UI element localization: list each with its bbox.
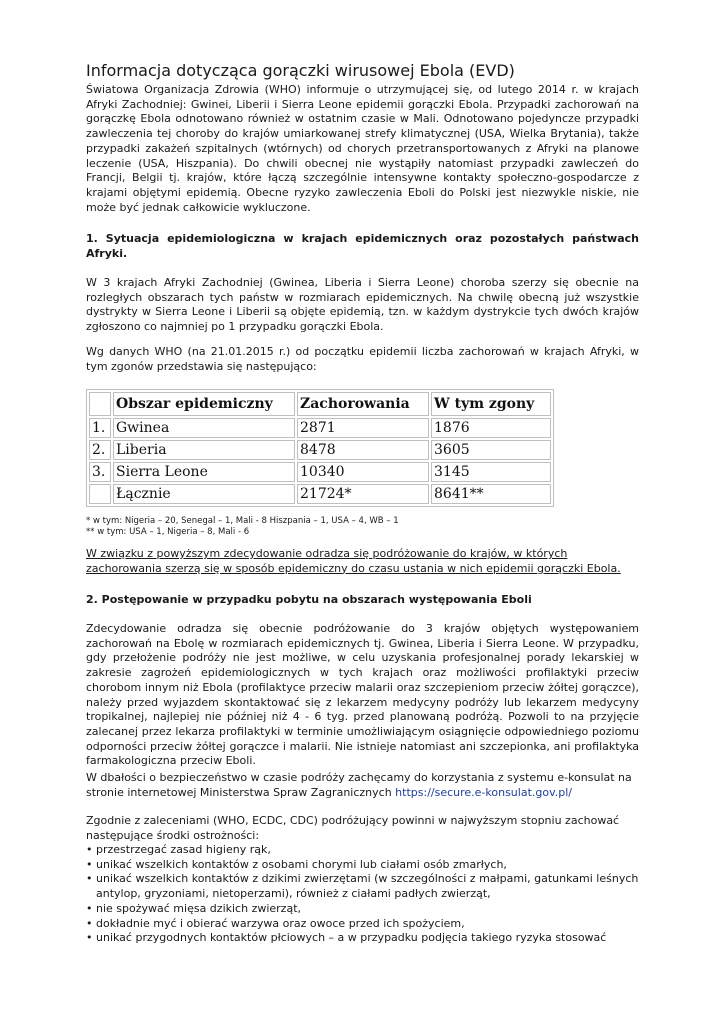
section-2-paragraph-3: Zgodnie z zaleceniami (WHO, ECDC, CDC) podróżujący powinni w najwyższym stopniu zachować następujące środki ostrożności: — [86, 814, 620, 842]
e-konsulat-text: W dbałości o bezpieczeństwo w czasie podróży zachęcamy do korzystania z systemu e-konsulat na stronie internetowej Ministerstwa Spraw Zagranicznych — [86, 771, 632, 799]
table-cell: Liberia — [113, 440, 295, 460]
table-cell: 8641** — [431, 484, 551, 504]
travel-recommendation: W związku z powyższym zdecydowanie odradza się podróżowanie do krajów, w których zachorowania szerzą się w sposób epidemiczny do czasu ustania w nich epidemii gorączki Ebola. — [86, 547, 621, 575]
section-1-heading: 1. Sytuacja epidemiologiczna w krajach epidemicznych oraz pozostałych państwach Afryki. — [86, 232, 639, 260]
list-item: • unikać przygodnych kontaktów płciowych – a w przypadku podjęcia takiego ryzyka stosować — [86, 931, 639, 946]
table-cell: 3605 — [431, 440, 551, 460]
list-item: • przestrzegać zasad higieny rąk, — [86, 843, 639, 858]
e-konsulat-link[interactable]: https://secure.e-konsulat.gov.pl/ — [395, 785, 572, 799]
table-cell: 21724* — [297, 484, 429, 504]
section-2-heading: 2. Postępowanie w przypadku pobytu na obszarach występowania Eboli — [86, 593, 532, 606]
section-1-paragraph-1: W 3 krajach Afryki Zachodniej (Gwinea, Liberia i Sierra Leone) choroba szerzy się obecnie na rozległych obszarach tych państw w rozmiarach epidemicznych. Na chwilę obecną już wszystkie dystrykty w Sierra Leone i Liberii są objęte epidemią, tzn. w każdym dystrykcie tych dwóch krajów zgłoszono co najmniej po 1 przypadku gorączki Ebola. — [86, 276, 639, 334]
epidemic-data-table — [86, 389, 554, 507]
table-cell: Gwinea — [113, 418, 295, 438]
table-cell — [89, 484, 111, 504]
table-cell: 2. — [89, 440, 111, 460]
table-cell: 1876 — [431, 418, 551, 438]
list-item: • unikać wszelkich kontaktów z dzikimi zwierzętami (w szczególności z małpami, gatunkami leśnych antylop, gryzoniami, nietoperzami), również z ciałami padłych zwierząt, — [86, 872, 639, 901]
section-2-paragraph-1: Zdecydowanie odradza się obecnie podróżowanie do 3 krajów objętych występowaniem zachorowań na Ebolę w rozmiarach epidemicznych tj. Gwinea, Liberia i Sierra Leone. W przypadku, gdy przełożenie podróży nie jest możliwe, w celu uzyskania profesjonalnej porady lekarskiej w zakresie zagrożeń epidemiologicznych w tych krajach oraz możliwości profilaktyki przeciw chorobom innym niż Ebola (profilaktyce przeciw malarii oraz szczepieniom przeciw żółtej gorączce), należy przed wyjazdem skontaktować się z lekarzem medycyny podróży lub lekarzem medycyny tropikalnej, najlepiej nie później niż 4 - 6 tyg. przed planowaną podróżą. Pozwoli to na przyjęcie zalecanej przez lekarza profilaktyki w terminie umożliwiającym osiągnięcie odpowiedniego poziomu odporności przeciw żółtej gorączce i malarii. Nie istnieje natomiast ani szczepionka, ani profilaktyka farmakologiczna przeciw Eboli. — [86, 622, 639, 768]
table-row — [89, 462, 551, 482]
table-header-cell: W tym zgony — [431, 392, 551, 416]
table-header-cell — [89, 392, 111, 416]
table-cell: Sierra Leone — [113, 462, 295, 482]
table-cell: 10340 — [297, 462, 429, 482]
table-header-row — [89, 392, 551, 416]
table-cell: 3145 — [431, 462, 551, 482]
footnote-2: ** w tym: USA – 1, Nigeria – 8, Mali - 6 — [86, 527, 250, 537]
intro-paragraph: Światowa Organizacja Zdrowia (WHO) informuje o utrzymującej się, od lutego 2014 r. w krajach Afryki Zachodniej: Gwinei, Liberii i Sierra Leone epidemii gorączki Ebola. Przypadki zachorowań na gorączkę Ebola odnotowano również w ostatnim czasie w Mali. Odnotowano pojedyncze przypadki zawleczenia tej choroby do krajów umiarkowanej strefy klimatycznej (USA, Wielka Brytania), także przypadki zakażeń szpitalnych (wtórnych) od chorych przetransportowanych z Afryki na planowe leczenie (USA, Hiszpania). Do chwili obecnej nie wystąpiły natomiast przypadki zawleczeń do Francji, Belgii tj. krajów, które łączą szczególnie intensywne kontakty społeczno-gospodarcze z krajami objętymi epidemią. Obecne ryzyko zawleczenia Eboli do Polski jest niezwykle niskie, nie może być jednak całkowicie wykluczone. — [86, 83, 639, 214]
list-item: • unikać wszelkich kontaktów z osobami chorymi lub ciałami osób zmarłych, — [86, 858, 639, 873]
list-item: • dokładnie myć i obierać warzywa oraz owoce przed ich spożyciem, — [86, 917, 639, 932]
table-cell: 8478 — [297, 440, 429, 460]
footnote-1: * w tym: Nigeria – 20, Senegal – 1, Mali - 8 Hiszpania – 1, USA – 4, WB – 1 — [86, 516, 399, 526]
table-header-cell: Obszar epidemiczny — [113, 392, 295, 416]
table-row — [89, 418, 551, 438]
table-cell: Łącznie — [113, 484, 295, 504]
table-cell: 1. — [89, 418, 111, 438]
table-total-row — [89, 484, 551, 504]
document-title: Informacja dotycząca gorączki wirusowej Ebola (EVD) — [86, 61, 515, 80]
table-row — [89, 440, 551, 460]
table-header-cell: Zachorowania — [297, 392, 429, 416]
table-cell: 3. — [89, 462, 111, 482]
table-cell: 2871 — [297, 418, 429, 438]
section-2-paragraph-2 — [86, 771, 639, 800]
section-1-paragraph-2: Wg danych WHO (na 21.01.2015 r.) od początku epidemii liczba zachorowań w krajach Afryki, w tym zgonów przedstawia się następująco: — [86, 345, 639, 373]
list-item: • nie spożywać mięsa dzikich zwierząt, — [86, 902, 639, 917]
precautions-list — [86, 843, 639, 946]
